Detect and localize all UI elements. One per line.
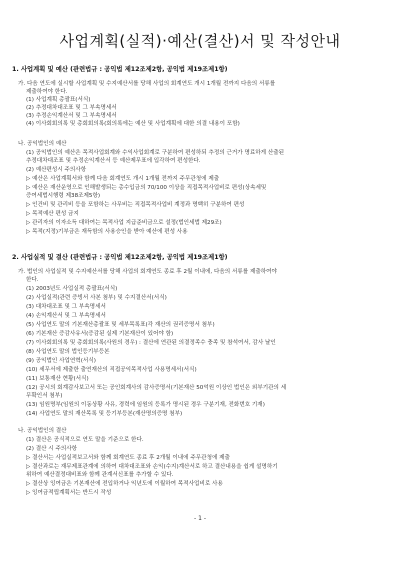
section1-na-item: 추정대차대조표 및 추정손익계산서 등 예산제무표에 입각하여 편성한다. [26,158,201,164]
section2-ga-item: (5) 사업연도 말의 기본재산총괄표 및 세부목록표(각 재산의 권리증명서 첨부) [26,322,215,328]
section2-ga-item: (14) 사업연도 말의 재산목록 및 등기부등본(재산명의증명 첨부) [26,411,183,417]
section1-na-title: 나. 공익법인의 예산 [18,141,67,147]
section2-heading-text: 2. 사업실적 및 결산 [12,254,68,261]
section1-na-item: ▷ 예산은 사업계획서와 함께 다음 회계연도 개시 1개월 전까지 주무관청에 제출 [26,176,220,182]
section1-na-item: (1) 공익법인의 예산은 목적사업회계와 수익사업회계로 구분하여 편성하되 추정의 근거가 명료하게 산출된 [26,150,285,156]
section1-na-item: ▷ 목적예산 편성 금지 [26,211,79,217]
section1-ga-item: (4) 이사회회의록 및 총회회의록(회의록에는 예산 및 사업계획에 대한 의결 내용이 포함) [26,121,240,127]
section1-na-item: 증여세법시행령 제38조제5항) [26,193,101,199]
section2-na-item: ▷ 결산서는 사업실적보고서와 함께 회계연도 종료 후 2개월 이내에 주무관청에 제출 [26,455,230,461]
section1-na-item: ▷ 관리자의 이자소득 대하여는 목적사업 지급준비금으로 설정(법인세법 제29조) [26,220,222,226]
section2-ga-item: 무확인서 첨부) [26,393,63,399]
section2-ga-item: (13) 임원명부(임원의 이동상황 사유, 경력에 임원의 등록가 명시된 경우 구분기재, 전화번호 기재) [26,402,265,408]
section1-na-item: ▷ 목적(지정)기부금은 재득함의 사용승인을 받아 예산에 편성 사용 [26,229,188,235]
section2-ga-item: (8) 사업연도 말의 법인등기부등본 [26,349,110,355]
section2-ga-item: (1) 2003년도 사업실적 총괄표(서식) [26,286,118,292]
section2-heading [12,252,392,261]
section1-ga-item: (2) 추정대차대조표 및 그 부속명세서 [26,105,117,111]
section2-na-item: 위하여 예산결정대비표와 함께 관계서신표를 추가할 수 있다. [26,472,174,478]
section1-heading [12,64,392,73]
section1-ga-item: (3) 추정손익계산서 및 그 부속명세서 [26,113,117,119]
section1-ga-item: (1) 사업계획 총괄표(서식) [26,97,91,103]
section2-ga-item: (7) 이사회회의록 및 총회회의록(사원의 경우) : 결산에 연관된 의결정족수 충족 및 참석여서, 감사 날인 [26,340,276,346]
section1-na-item: (2) 예산편성시 주의사항 [26,167,87,173]
section1-ga-title: 가. 다음 연도에 실시할 사업계획 및 수지예산서를 당해 사업의 회계연도 개시 1개월 전까지 다음의 서류를 [18,81,276,87]
section2-na-item: ▷ 결산상 잉여금은 기본재산에 전입하거나 익년도에 이월하여 목적사업비로 사용 [26,481,223,487]
section2-ga-item: (3) 대차대조표 및 그 부속명세서 [26,304,106,310]
section1-na-item: ▷ 인건비 및 관리비 등을 포함하는 사무비는 직접목적사업비 계정과 명백히 구분하여 편성 [26,202,245,208]
section2-ga-item: (9) 공익법인 사업연혁(서식) [26,358,96,364]
section2-ga-item: (6) 기본재산 증감사유서(증감된 실제 기본재산이 있어야 함) [26,331,174,337]
section2-na-item: (1) 결산은 공식적으로 연도 말을 기준으로 한다. [26,437,144,443]
section1-ga-title2: 제출하여야 한다. [26,89,68,95]
section2-ga-item: (11) 보통재산 현황(서식) [26,376,89,382]
section2-ga-title: 가. 법인의 사업실적 및 수지예산서를 당해 사업의 회계연도 종료 후 2월 이내에, 다음의 서류를 제출하여야 [18,269,277,275]
section2-na-item: ▷ 잉여금적립계획서는 반드시 작성 [26,490,112,496]
section2-basis: (관련법규 : 공익법 제12조제2항, 공익법 제19조제1항) [70,254,228,261]
section1-na-item: ▷ 예산은 재산운영으로 인해발생되는 총수입금의 70/100 이상을 직접목적사업비로 편성(상속세및 [26,185,267,191]
section2-ga-item: (12) 공시의 회계감사보고서 또는 공인회계사의 감사증명서(기본재산 50억원 이상인 법인은 외부기관의 세 [26,385,287,391]
section1-heading-text: 1. 사업계획 및 예산 [12,66,68,73]
section2-ga-item: (4) 손익계산서 및 그 부속명세서 [26,313,106,319]
section2-ga-title2: 한다. [26,277,39,283]
section2-ga-item: (10) 세무서에 제출한 출연재산의 직접공익목적사업 사용명세서(서식) [26,367,197,373]
page-number: - 1 - [194,515,206,522]
section2-na-title: 나. 공익법인의 결산 [18,428,67,434]
section2-ga-item: (2) 사업실적(관련 증빙서 사본 첨부) 및 수지결산서(서식) [26,295,167,301]
page-title: 사업계획(실적)·예산(결산)서 및 작성안내 [59,32,341,50]
section2-na-item: ▷ 결산과로는 재무제표관계에 의하여 대차대조표와 손익(수지)계산서로 하고 결산내용을 쉽게 설명하기 [26,464,278,470]
section2-na-item: (2) 결산 시 주의사항 [26,446,78,452]
section1-basis: (관련법규 : 공익법 제12조제2항, 공익법 제19조제1항) [70,66,228,73]
